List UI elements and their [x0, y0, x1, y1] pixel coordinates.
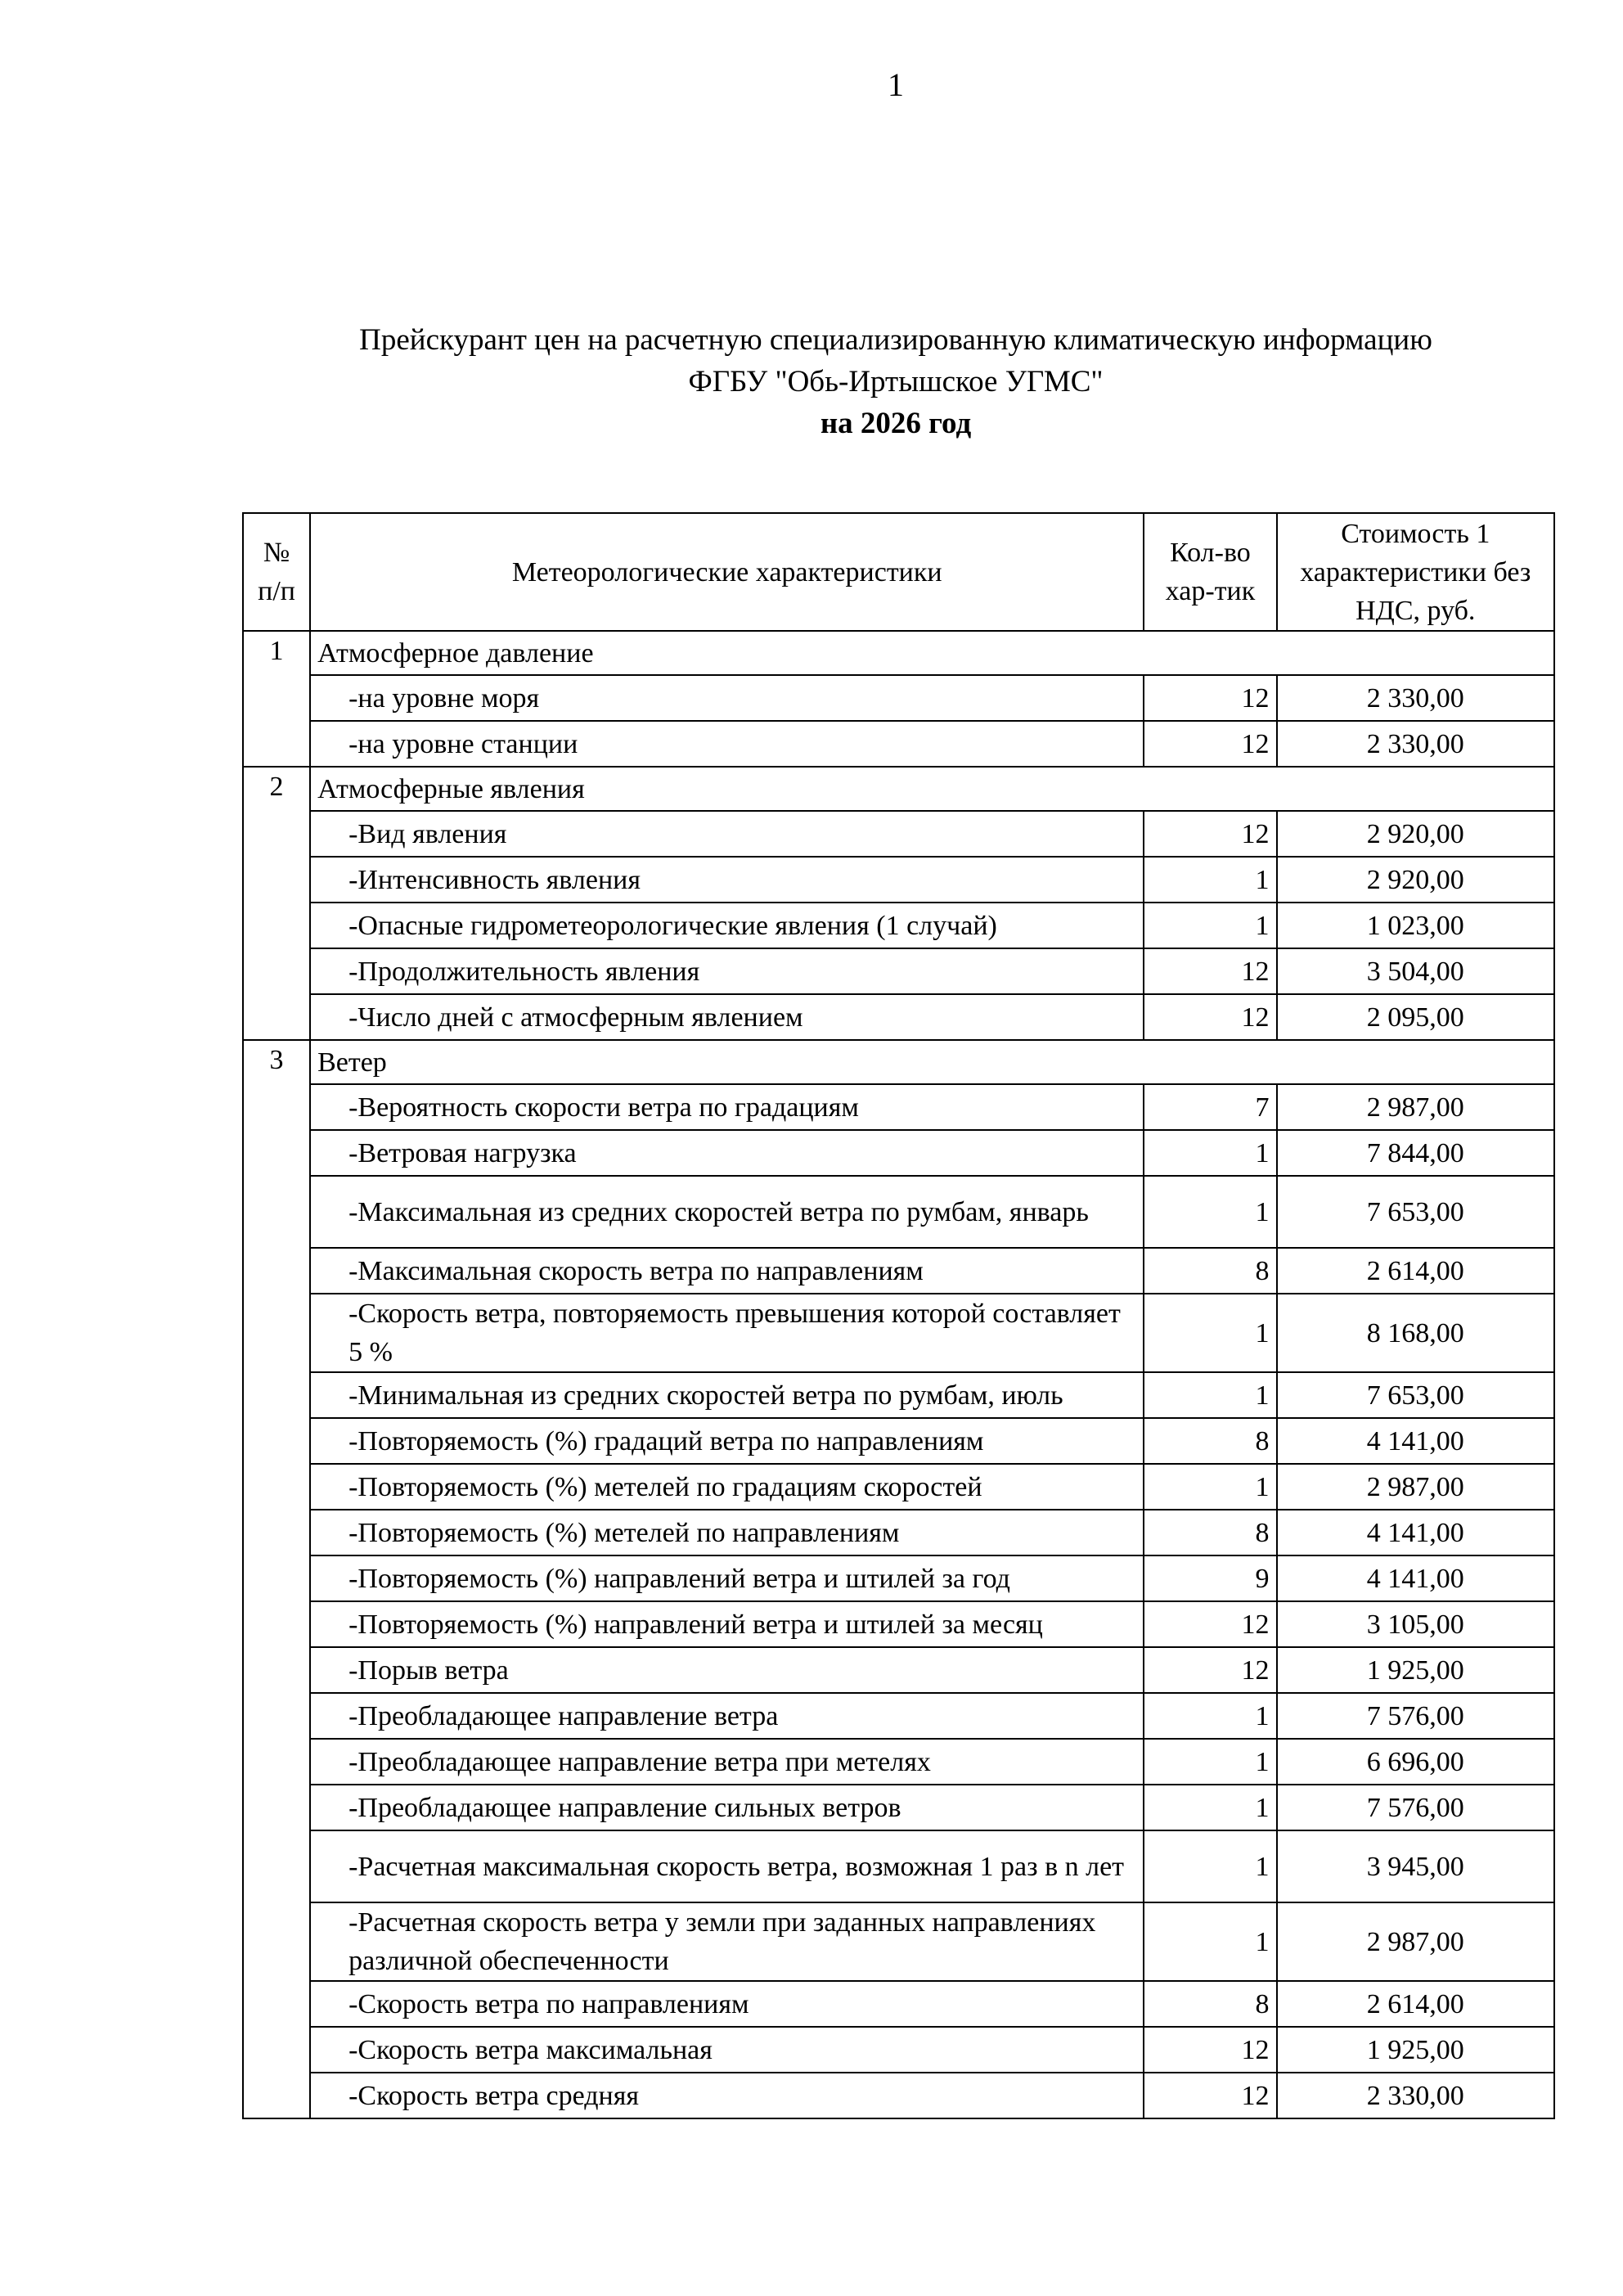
group-number: 2 [243, 767, 310, 1040]
table-row [243, 1647, 1554, 1693]
characteristic-name: -Скорость ветра средняя [310, 2073, 1144, 2118]
header-characteristic: Метеорологические характеристики [310, 513, 1144, 631]
group-row [243, 767, 1554, 811]
table-body [243, 631, 1554, 2118]
characteristic-cost: 3 105,00 [1277, 1601, 1554, 1647]
characteristic-count: 1 [1144, 1294, 1276, 1372]
characteristic-count: 12 [1144, 811, 1276, 857]
characteristic-name: -Число дней с атмосферным явлением [310, 994, 1144, 1040]
characteristic-count: 1 [1144, 1902, 1276, 1981]
table-row [243, 1739, 1554, 1785]
characteristic-name: -Повторяемость (%) градаций ветра по направлениям [310, 1418, 1144, 1464]
characteristic-cost: 7 844,00 [1277, 1130, 1554, 1176]
characteristic-name: -Преобладающее направление сильных ветров [310, 1785, 1144, 1830]
characteristic-count: 8 [1144, 1510, 1276, 1555]
characteristic-count: 12 [1144, 948, 1276, 994]
table-row [243, 811, 1554, 857]
characteristic-cost: 1 023,00 [1277, 903, 1554, 948]
characteristic-cost: 6 696,00 [1277, 1739, 1554, 1785]
table-row [243, 1418, 1554, 1464]
characteristic-name: -Преобладающее направление ветра при метелях [310, 1739, 1144, 1785]
characteristic-cost: 3 945,00 [1277, 1830, 1554, 1902]
characteristic-name: -Повторяемость (%) метелей по направлениям [310, 1510, 1144, 1555]
table-row [243, 857, 1554, 903]
characteristic-count: 12 [1144, 675, 1276, 721]
characteristic-name: -Максимальная из средних скоростей ветра по румбам, январь [310, 1176, 1144, 1248]
characteristic-count: 12 [1144, 2027, 1276, 2073]
characteristic-cost: 7 653,00 [1277, 1372, 1554, 1418]
characteristic-count: 8 [1144, 1248, 1276, 1294]
group-row [243, 631, 1554, 675]
characteristic-cost: 7 653,00 [1277, 1176, 1554, 1248]
characteristic-count: 12 [1144, 1601, 1276, 1647]
group-title: Атмосферное давление [310, 631, 1554, 675]
characteristic-name: -Расчетная скорость ветра у земли при заданных направлениях различной обеспеченности [310, 1902, 1144, 1981]
title-line-2: ФГБУ "Обь-Иртышское УГМС" [688, 365, 1104, 398]
characteristic-count: 1 [1144, 1739, 1276, 1785]
characteristic-cost: 2 920,00 [1277, 857, 1554, 903]
characteristic-name: -Вероятность скорости ветра по градациям [310, 1084, 1144, 1130]
document-title [0, 319, 1623, 444]
table-row [243, 721, 1554, 767]
table-row [243, 675, 1554, 721]
characteristic-count: 12 [1144, 1647, 1276, 1693]
characteristic-cost: 1 925,00 [1277, 2027, 1554, 2073]
table-row [243, 1693, 1554, 1739]
characteristic-cost: 4 141,00 [1277, 1510, 1554, 1555]
characteristic-cost: 2 330,00 [1277, 2073, 1554, 2118]
characteristic-count: 1 [1144, 903, 1276, 948]
characteristic-cost: 2 330,00 [1277, 721, 1554, 767]
characteristic-count: 1 [1144, 1464, 1276, 1510]
table-row [243, 1981, 1554, 2027]
table-row [243, 1555, 1554, 1601]
characteristic-cost: 4 141,00 [1277, 1555, 1554, 1601]
characteristic-name: -Вид явления [310, 811, 1144, 857]
characteristic-name: -Расчетная максимальная скорость ветра, возможная 1 раз в n лет [310, 1830, 1144, 1902]
characteristic-count: 8 [1144, 1418, 1276, 1464]
characteristic-name: -на уровне станции [310, 721, 1144, 767]
characteristic-count: 1 [1144, 857, 1276, 903]
characteristic-cost: 3 504,00 [1277, 948, 1554, 994]
title-line-1: Прейскурант цен на расчетную специализированную климатическую информацию [359, 323, 1432, 357]
characteristic-cost: 2 987,00 [1277, 1902, 1554, 1981]
characteristic-name: -Интенсивность явления [310, 857, 1144, 903]
table-row [243, 1084, 1554, 1130]
table-row [243, 2027, 1554, 2073]
table-row [243, 948, 1554, 994]
characteristic-name: -Максимальная скорость ветра по направлениям [310, 1248, 1144, 1294]
characteristic-count: 7 [1144, 1084, 1276, 1130]
table-row [243, 1830, 1554, 1902]
header-num: № п/п [243, 513, 310, 631]
characteristic-name: -Скорость ветра максимальная [310, 2027, 1144, 2073]
table-row [243, 1176, 1554, 1248]
title-line-3: на 2026 год [820, 407, 972, 440]
price-table [242, 512, 1555, 2119]
characteristic-name: -на уровне моря [310, 675, 1144, 721]
header-count: Кол-во хар-тик [1144, 513, 1276, 631]
table-row [243, 1785, 1554, 1830]
characteristic-name: -Повторяемость (%) метелей по градациям скоростей [310, 1464, 1144, 1510]
characteristic-name: -Порыв ветра [310, 1647, 1144, 1693]
characteristic-cost: 4 141,00 [1277, 1418, 1554, 1464]
table-row [243, 1248, 1554, 1294]
page-number: 1 [888, 66, 904, 103]
table-row [243, 1372, 1554, 1418]
characteristic-cost: 2 095,00 [1277, 994, 1554, 1040]
table-row [243, 1130, 1554, 1176]
characteristic-name: -Продолжительность явления [310, 948, 1144, 994]
table-header-row [243, 513, 1554, 631]
table-row [243, 1294, 1554, 1372]
characteristic-cost: 2 987,00 [1277, 1084, 1554, 1130]
group-number: 1 [243, 631, 310, 767]
characteristic-name: -Скорость ветра по направлениям [310, 1981, 1144, 2027]
characteristic-cost: 1 925,00 [1277, 1647, 1554, 1693]
characteristic-count: 9 [1144, 1555, 1276, 1601]
table-row [243, 1464, 1554, 1510]
characteristic-name: -Повторяемость (%) направлений ветра и штилей за год [310, 1555, 1144, 1601]
characteristic-count: 1 [1144, 1830, 1276, 1902]
header-cost: Стоимость 1 характеристики без НДС, руб. [1277, 513, 1554, 631]
characteristic-count: 1 [1144, 1693, 1276, 1739]
characteristic-cost: 7 576,00 [1277, 1693, 1554, 1739]
table-row [243, 1902, 1554, 1981]
table-row [243, 1510, 1554, 1555]
characteristic-cost: 2 614,00 [1277, 1981, 1554, 2027]
characteristic-name: -Опасные гидрометеорологические явления (1 случай) [310, 903, 1144, 948]
characteristic-cost: 2 614,00 [1277, 1248, 1554, 1294]
group-row [243, 1040, 1554, 1084]
characteristic-cost: 2 987,00 [1277, 1464, 1554, 1510]
characteristic-count: 1 [1144, 1785, 1276, 1830]
characteristic-count: 1 [1144, 1372, 1276, 1418]
characteristic-name: -Скорость ветра, повторяемость превышения которой составляет 5 % [310, 1294, 1144, 1372]
characteristic-count: 12 [1144, 2073, 1276, 2118]
characteristic-name: -Минимальная из средних скоростей ветра по румбам, июль [310, 1372, 1144, 1418]
characteristic-count: 12 [1144, 721, 1276, 767]
group-title: Атмосферные явления [310, 767, 1554, 811]
characteristic-count: 1 [1144, 1176, 1276, 1248]
characteristic-name: -Ветровая нагрузка [310, 1130, 1144, 1176]
group-number: 3 [243, 1040, 310, 2118]
characteristic-count: 1 [1144, 1130, 1276, 1176]
characteristic-cost: 7 576,00 [1277, 1785, 1554, 1830]
table-row [243, 994, 1554, 1040]
group-title: Ветер [310, 1040, 1554, 1084]
characteristic-cost: 2 920,00 [1277, 811, 1554, 857]
characteristic-count: 8 [1144, 1981, 1276, 2027]
table-row [243, 903, 1554, 948]
characteristic-cost: 2 330,00 [1277, 675, 1554, 721]
table-row [243, 2073, 1554, 2118]
characteristic-name: -Повторяемость (%) направлений ветра и штилей за месяц [310, 1601, 1144, 1647]
characteristic-name: -Преобладающее направление ветра [310, 1693, 1144, 1739]
characteristic-cost: 8 168,00 [1277, 1294, 1554, 1372]
characteristic-count: 12 [1144, 994, 1276, 1040]
table-row [243, 1601, 1554, 1647]
